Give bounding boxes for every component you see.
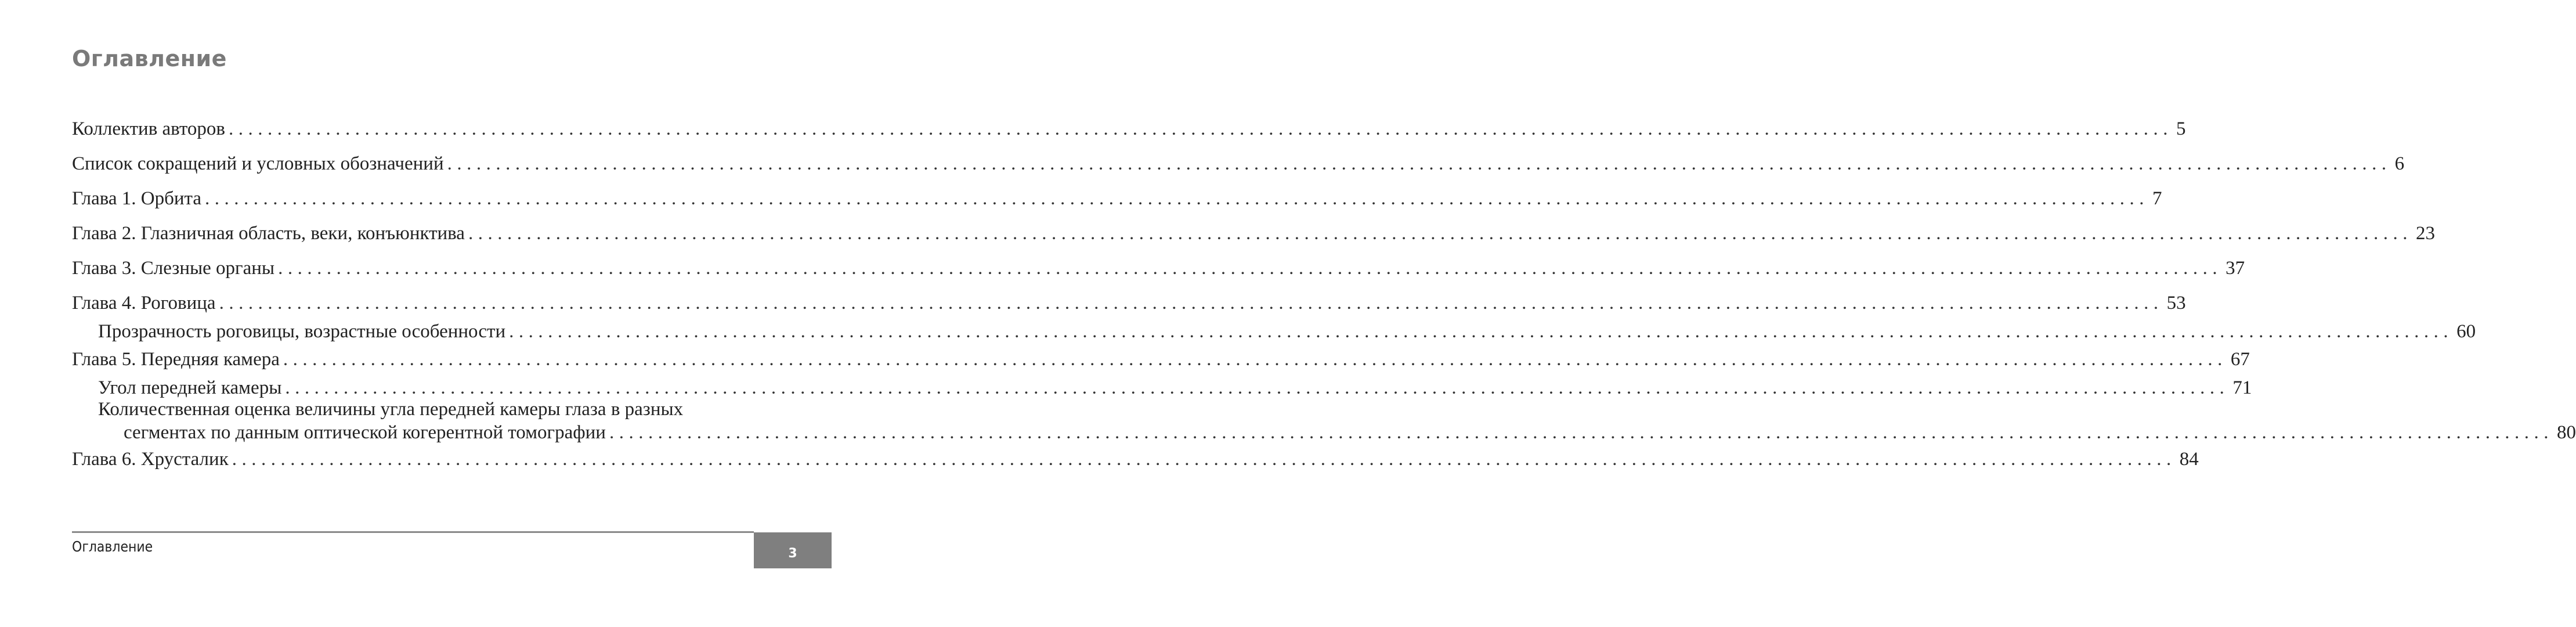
toc-entry[interactable] <box>72 448 2199 471</box>
toc-entry-title: Глава 6. Хрусталик <box>72 449 229 470</box>
toc-entry[interactable] <box>72 291 2186 315</box>
toc-entry-title: Глава 5. Передняя камера <box>72 349 280 370</box>
toc-entry-page: 37 <box>2225 258 2245 279</box>
dot-leader: ........................................................................................................................................................................................................ <box>283 349 2227 370</box>
toc-entry-page: 84 <box>2179 449 2199 470</box>
toc-entry-page: 23 <box>2415 223 2435 244</box>
toc-entry-title-line2: сегментах по данным оптической когерентной томографии <box>124 422 606 443</box>
page-title: Оглавление <box>72 46 227 71</box>
toc-entry[interactable] <box>72 222 2435 245</box>
toc-entry-title: Угол передней камеры <box>98 377 282 398</box>
toc-entry-title: Прозрачность роговицы, возрастные особенности <box>98 321 506 342</box>
dot-leader: ........................................................................................................................................................................................................ <box>468 223 2412 244</box>
toc-entry-page: 7 <box>2152 188 2162 209</box>
dot-leader: ........................................................................................................................................................................................................ <box>232 449 2176 470</box>
dot-leader: ........................................................................................................................................................................................................ <box>285 377 2230 398</box>
toc-entry[interactable] <box>72 117 2186 140</box>
footer-section-label: Оглавление <box>72 538 153 555</box>
dot-leader: ........................................................................................................................................................................................................ <box>609 422 2553 443</box>
toc-entry[interactable] <box>72 257 2245 280</box>
footer-divider <box>72 531 754 533</box>
page-number: 3 <box>788 546 797 561</box>
toc-subentry[interactable] <box>98 398 2576 444</box>
toc-entry-page: 53 <box>2166 293 2186 314</box>
dot-leader: ........................................................................................................................................................................................................ <box>447 153 2391 174</box>
toc-entry-page: 80 <box>2556 422 2576 443</box>
dot-leader: ........................................................................................................................................................................................................ <box>278 258 2223 279</box>
toc-entry-page: 5 <box>2176 118 2186 139</box>
toc-entry-title-line1: Количественная оценка величины угла передней камеры глаза в разных <box>98 399 684 420</box>
toc-subentry[interactable] <box>98 376 2252 399</box>
toc-entry-title: Глава 1. Орбита <box>72 188 202 209</box>
toc-entry-title: Глава 3. Слезные органы <box>72 258 275 279</box>
toc-entry-title: Коллектив авторов <box>72 118 225 139</box>
toc-entry-page: 6 <box>2394 153 2405 174</box>
dot-leader: ........................................................................................................................................................................................................ <box>205 188 2149 209</box>
toc-entry-page: 60 <box>2456 321 2476 342</box>
dot-leader: ........................................................................................................................................................................................................ <box>229 118 2173 139</box>
toc-entry-title: Список сокращений и условных обозначений <box>72 153 444 174</box>
toc-entry[interactable] <box>72 348 2250 371</box>
toc-subentry[interactable] <box>98 320 2476 343</box>
toc-entry-title: Глава 2. Глазничная область, веки, конъюнктива <box>72 223 465 244</box>
toc-entry-page: 71 <box>2232 377 2252 398</box>
page-number-box <box>754 532 832 568</box>
dot-leader: ........................................................................................................................................................................................................ <box>509 321 2454 342</box>
toc-entry-page: 67 <box>2230 349 2250 370</box>
toc-entry[interactable] <box>72 187 2162 210</box>
toc-entry-title: Глава 4. Роговица <box>72 293 216 314</box>
toc-entry[interactable] <box>72 152 2405 175</box>
dot-leader: ........................................................................................................................................................................................................ <box>219 293 2163 314</box>
